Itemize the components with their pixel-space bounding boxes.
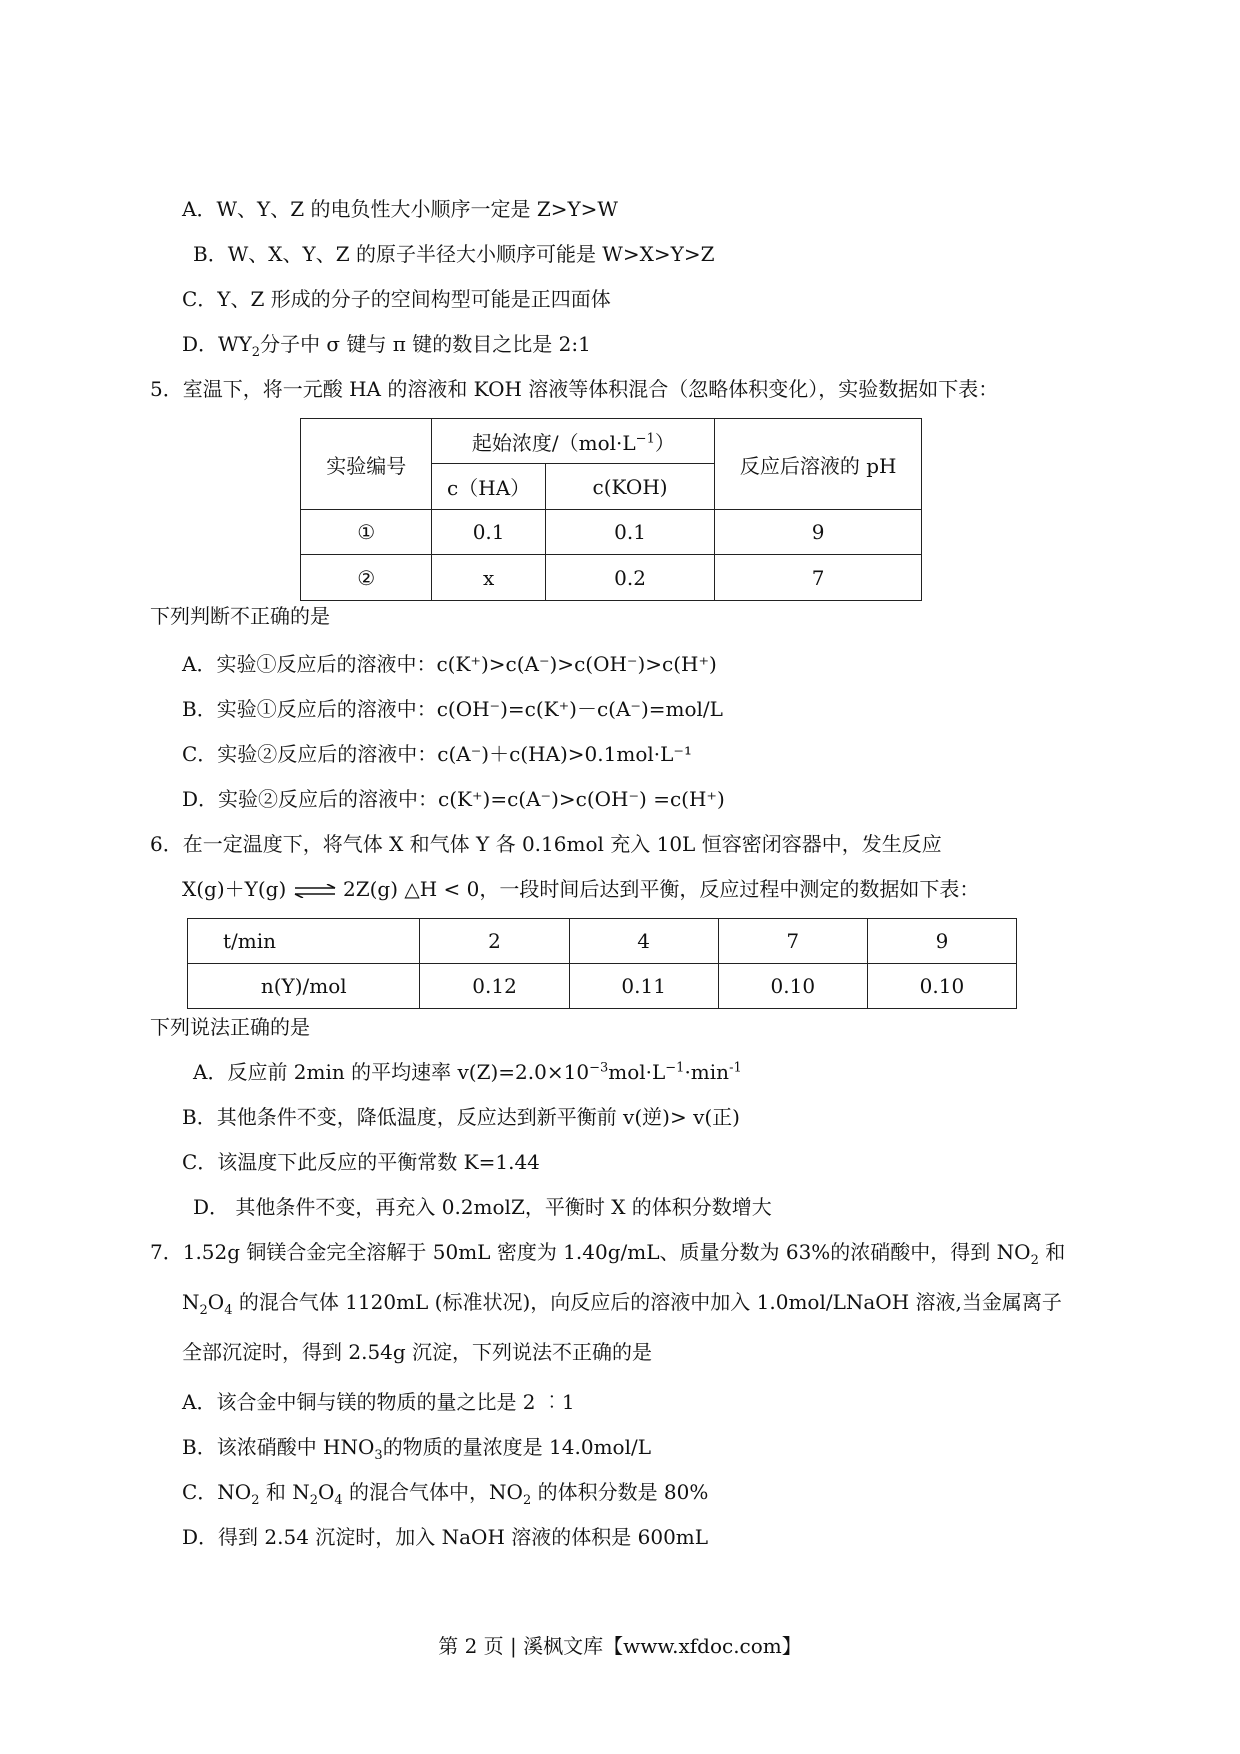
q6-stem: 6．在一定温度下，将气体 X 和气体 Y 各 0.16mol 充入 10L 恒容密闭容器中，发生反应 bbox=[150, 832, 942, 856]
q7-option-a: A．该合金中铜与镁的物质的量之比是 2 ︰1 bbox=[182, 1390, 575, 1414]
text-run: 2Z(g) △H < 0，一段时间后达到平衡，反应过程中测定的数据如下表： bbox=[342, 877, 980, 901]
q4-option-d bbox=[182, 331, 591, 360]
q7-stem-line-1 bbox=[150, 1239, 1066, 1268]
text-run: 和 bbox=[1038, 1240, 1066, 1264]
q6-option-c: C．该温度下此反应的平衡常数 K=1.44 bbox=[182, 1150, 540, 1174]
subheader-ha: c（HA） bbox=[432, 464, 545, 510]
header-initial-concentration bbox=[432, 419, 715, 464]
q6-prompt: 下列说法正确的是 bbox=[150, 1015, 310, 1039]
q5-prompt: 下列判断不正确的是 bbox=[150, 604, 330, 628]
q6-option-d: D． 其他条件不变，再充入 0.2molZ，平衡时 X 的体积分数增大 bbox=[193, 1195, 772, 1219]
q7-option-b bbox=[182, 1434, 651, 1463]
table-row bbox=[301, 510, 922, 555]
text-run: 7．1.52g 铜镁合金完全溶解于 50mL 密度为 1.40g/mL、质量分数为 63%的浓硝酸中，得到 NO bbox=[150, 1240, 1031, 1264]
q6-data-table bbox=[187, 918, 1017, 1009]
table-cell: 7 bbox=[715, 555, 922, 601]
table-cell: 0.10 bbox=[718, 964, 867, 1009]
text-run: O bbox=[317, 1480, 335, 1504]
q4-option-a: A．W、Y、Z 的电负性大小顺序一定是 Z>Y>W bbox=[182, 197, 618, 221]
q4-option-b: B．W、X、Y、Z 的原子半径大小顺序可能是 W>X>Y>Z bbox=[193, 242, 715, 266]
q5-option-c: C．实验②反应后的溶液中：c(A⁻)＋c(HA)>0.1mol·L⁻¹ bbox=[182, 742, 692, 766]
table-cell: n(Y)/mol bbox=[188, 964, 420, 1009]
q7-stem-line-3: 全部沉淀时，得到 2.54g 沉淀，下列说法不正确的是 bbox=[182, 1340, 653, 1364]
subscript: 2 bbox=[522, 1493, 532, 1508]
table-row bbox=[188, 964, 1017, 1009]
table-header-row bbox=[188, 919, 1017, 964]
text-run: 分子中 σ 键与 π 键的数目之比是 2:1 bbox=[260, 332, 591, 356]
superscript: −1 bbox=[665, 1060, 685, 1076]
table-cell: 9 bbox=[867, 919, 1016, 964]
q6-equation bbox=[182, 876, 979, 902]
text-run: N bbox=[182, 1290, 200, 1314]
text-run: ·min bbox=[684, 1060, 730, 1084]
text-run: O bbox=[207, 1290, 225, 1314]
subscript: 4 bbox=[224, 1303, 233, 1318]
text-run: X(g)＋Y(g) bbox=[182, 877, 287, 901]
table-cell: 0.12 bbox=[420, 964, 569, 1009]
q7-option-c bbox=[182, 1479, 709, 1508]
q6-option-a bbox=[193, 1059, 742, 1085]
text-run: ） bbox=[654, 430, 675, 455]
table-cell: 0.10 bbox=[867, 964, 1016, 1009]
subheader-koh: c(KOH) bbox=[545, 464, 715, 510]
page-footer: 第 2 页 | 溪枫文库【www.xfdoc.com】 bbox=[438, 1634, 802, 1658]
subscript: 2 bbox=[251, 345, 261, 360]
subscript: 2 bbox=[309, 1493, 318, 1508]
table-cell: ① bbox=[301, 510, 432, 555]
text-run: mol·L bbox=[608, 1060, 666, 1084]
subscript: 2 bbox=[251, 1493, 260, 1508]
text-run: 的物质的量浓度是 14.0mol/L bbox=[382, 1435, 651, 1459]
table-row bbox=[301, 555, 922, 601]
table-cell: 0.1 bbox=[432, 510, 545, 555]
text-run: 的混合气体中，NO bbox=[342, 1480, 523, 1504]
table-cell: x bbox=[432, 555, 545, 601]
q6-option-b: B．其他条件不变，降低温度，反应达到新平衡前 v(逆)> v(正) bbox=[182, 1105, 740, 1129]
table-cell: t/min bbox=[188, 919, 420, 964]
table-cell: 0.1 bbox=[545, 510, 715, 555]
q5-stem: 5．室温下，将一元酸 HA 的溶液和 KOH 溶液等体积混合（忽略体积变化），实验数据如下表： bbox=[150, 377, 999, 401]
q4-option-c: C．Y、Z 形成的分子的空间构型可能是正四面体 bbox=[182, 287, 611, 311]
table-cell: 4 bbox=[569, 919, 718, 964]
superscript: -1 bbox=[729, 1060, 742, 1076]
subscript: 2 bbox=[199, 1303, 208, 1318]
table-cell: 2 bbox=[420, 919, 569, 964]
text-run: D．WY bbox=[182, 332, 252, 356]
subscript: 2 bbox=[1030, 1253, 1039, 1268]
q5-option-b: B．实验①反应后的溶液中：c(OH⁻)=c(K⁺)－c(A⁻)=mol/L bbox=[182, 697, 723, 721]
text-run: 和 N bbox=[259, 1480, 310, 1504]
header-experiment-id: 实验编号 bbox=[301, 419, 432, 510]
text-run: C．NO bbox=[182, 1480, 252, 1504]
text-run: 的混合气体 1120mL (标准状况)，向反应后的溶液中加入 1.0mol/LNaOH 溶液,当金属离子 bbox=[232, 1290, 1062, 1314]
text-run: A．反应前 2min 的平均速率 v(Z)=2.0×10 bbox=[193, 1060, 590, 1084]
equilibrium-arrow-icon bbox=[293, 884, 337, 898]
table-cell: 7 bbox=[718, 919, 867, 964]
q5-option-a: A．实验①反应后的溶液中：c(K⁺)>c(A⁻)>c(OH⁻)>c(H⁺) bbox=[182, 652, 717, 676]
table-cell: ② bbox=[301, 555, 432, 601]
superscript: −1 bbox=[635, 430, 655, 446]
text-run: 起始浓度/（mol·L bbox=[471, 430, 636, 455]
text-run: 的体积分数是 80% bbox=[531, 1480, 709, 1504]
q7-stem-line-2 bbox=[182, 1289, 1062, 1318]
text-run: B．该浓硝酸中 HNO bbox=[182, 1435, 375, 1459]
subscript: 3 bbox=[374, 1448, 383, 1463]
table-cell: 0.11 bbox=[569, 964, 718, 1009]
superscript: −3 bbox=[589, 1060, 609, 1076]
q5-data-table bbox=[300, 418, 922, 601]
header-ph: 反应后溶液的 pH bbox=[715, 419, 922, 510]
table-cell: 0.2 bbox=[545, 555, 715, 601]
q7-option-d: D．得到 2.54 沉淀时，加入 NaOH 溶液的体积是 600mL bbox=[182, 1525, 709, 1549]
table-cell: 9 bbox=[715, 510, 922, 555]
subscript: 4 bbox=[334, 1493, 343, 1508]
q5-option-d: D．实验②反应后的溶液中：c(K⁺)=c(A⁻)>c(OH⁻) =c(H⁺) bbox=[182, 787, 725, 811]
